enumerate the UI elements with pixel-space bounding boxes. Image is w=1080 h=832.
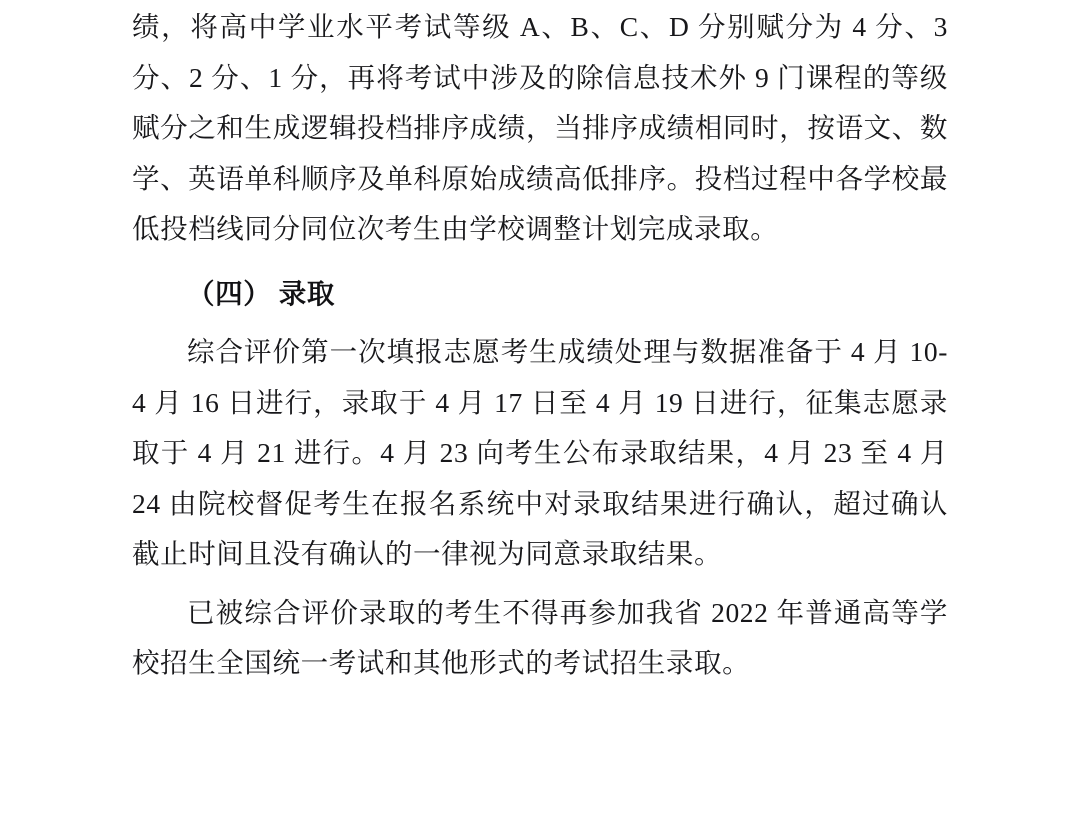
spacer [132, 255, 948, 269]
paragraph-scoring-rules: 绩，将高中学业水平考试等级 A、B、C、D 分别赋分为 4 分、3 分、2 分、1 分，再将考试中涉及的除信息技术外 9 门课程的等级赋分之和生成逻辑投档排序成绩，当排序成绩相同时，按语文、数学、英语单科顺序及单科原始成绩高低排序。投档过程中各学校最低投档线同分同位次考生由学校调整计划完成录取。 [132, 11, 948, 244]
document-body [132, 0, 948, 689]
paragraph-admission-schedule: 综合评价第一次填报志愿考生成绩处理与数据准备于 4 月 10-4 月 16 日进行，录取于 4 月 17 日至 4 月 19 日进行，征集志愿录取于 4 月 21 进行。4 月 23 向考生公布录取结果，4 月 23 至 4 月 24 由院校督促考生在报名系统中对录取结果进行确认，超过确认截止时间且没有确认的一律视为同意录取结果。 [132, 336, 948, 569]
section-heading-admission: （四） 录取 [187, 277, 335, 309]
spacer [132, 319, 948, 327]
paragraph-exam-restriction: 已被综合评价录取的考生不得再参加我省 2022 年普通高等学校招生全国统一考试和其他形式的考试招生录取。 [132, 596, 948, 678]
spacer [132, 580, 948, 588]
